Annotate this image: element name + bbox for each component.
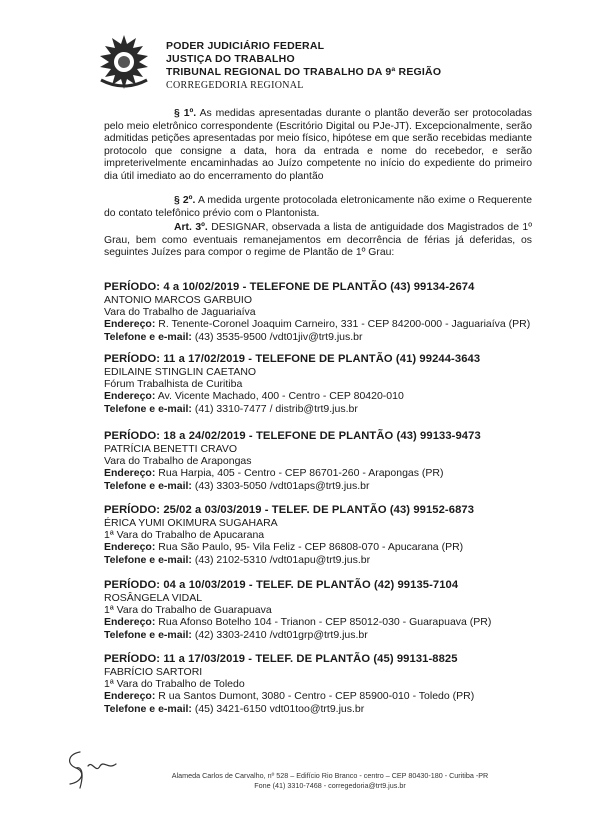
contact-value: (43) 3303-5050 /vdt01aps@trt9.jus.br [194,479,370,492]
duty-entry [104,578,534,641]
address-value: Rua Afonso Botelho 104 - Trianon - CEP 85012-030 - Guarapuava (PR) [158,616,492,629]
address-value: Av. Vicente Machado, 400 - Centro - CEP 80420-010 [157,390,404,403]
judge-name: ÉRICA YUMI OKIMURA SUGAHARA [104,517,278,529]
letterhead-line-2: JUSTIÇA DO TRABALHO [166,53,295,65]
contact-label: Telefone e e-mail: [104,330,192,343]
contact-value: (42) 3303-2410 /vdt01grp@trt9.jus.br [194,628,368,641]
contact-label: Telefone e e-mail: [104,479,192,492]
contact-value: (43) 3535-9500 /vdt01jiv@trt9.jus.br [194,330,363,343]
footer-line-1: Alameda Carlos de Carvalho, nº 528 – Edifício Rio Branco - centro – CEP 80430-180 - Curitiba -PR [171,771,489,780]
duty-period-title: PERÍODO: 4 a 10/02/2019 - TELEFONE DE PLANTÃO (43) 99134-2674 [104,281,475,293]
paragraph-2 [104,195,532,220]
contact-value: (43) 2102-5310 /vdt01apu@trt9.jus.br [194,553,371,566]
address-label: Endereço: [104,690,156,703]
judge-name: ROSÂNGELA VIDAL [104,592,203,604]
letterhead-line-1: PODER JUDICIÁRIO FEDERAL [166,40,325,52]
court-name: 1ª Vara do Trabalho de Apucarana [104,529,265,542]
court-name: 1ª Vara do Trabalho de Guarapuava [104,604,272,617]
article-3 [104,222,532,260]
address-value: R. Tenente-Coronel Joaquim Carneiro, 331 - CEP 84200-000 - Jaguariaíva (PR) [158,318,531,331]
letterhead-line-3: TRIBUNAL REGIONAL DO TRABALHO DA 9ª REGIÃO [166,66,442,78]
duty-entry [104,280,534,343]
contact-value: (45) 3421-6150 vdt01too@trt9.jus.br [194,702,365,715]
duty-entry [104,652,534,715]
duty-period-title: PERÍODO: 11 a 17/02/2019 - TELEFONE DE PLANTÃO (41) 99244-3643 [104,353,481,365]
court-name: Fórum Trabalhista de Curitiba [104,378,243,391]
footer-address [140,771,520,791]
duty-period-title: PERÍODO: 18 a 24/02/2019 - TELEFONE DE PLANTÃO (43) 99133-9473 [104,430,481,442]
court-name: Vara do Trabalho de Jaguariaíva [104,306,256,319]
article-3-text: DESIGNAR, observada a lista de antiguidade dos Magistrados de 1º Grau, bem como eventuais remanejamentos em decorrência de férias já deferidas, os seguintes Juízes para compor o regime de Plantão de 1º Grau: [104,222,532,259]
duty-period-title: PERÍODO: 11 a 17/03/2019 - TELEF. DE PLANTÃO (45) 99131-8825 [104,653,458,665]
address-label: Endereço: [104,467,156,480]
letterhead-line-4: CORREGEDORIA REGIONAL [166,80,304,91]
article-3-mark: Art. 3º. [174,222,208,233]
judge-name: PATRÍCIA BENETTI CRAVO [104,443,238,455]
contact-value: (41) 3310-7477 / distrib@trt9.jus.br [194,402,358,415]
address-label: Endereço: [104,390,156,403]
duty-entry [104,429,534,492]
address-value: R ua Santos Dumont, 3080 - Centro - CEP 85900-010 - Toledo (PR) [158,690,475,703]
duty-period-title: PERÍODO: 25/02 a 03/03/2019 - TELEF. DE PLANTÃO (43) 99152-6873 [104,504,475,516]
paragraph-2-mark: § 2º. [174,195,196,206]
paragraph-1-text: As medidas apresentadas durante o plantão deverão ser protocoladas pelo meio eletrônico correspondente (Escritório Digital ou PJe-JT). Excepcionalmente, serão admitidas petições apresentadas por meio físico, hipótese em que serão recebidas mediante protocolo que consigne a data, hora da entrada e nome do recebedor, e serão impreterivelmente encaminhadas ao Juízo competente no início do expediente do primeiro dia útil imediato ao do encerramento do plantão [104,108,532,182]
judge-name: FABRÍCIO SARTORI [104,666,203,678]
address-label: Endereço: [104,318,156,331]
address-label: Endereço: [104,616,156,629]
duty-period-title: PERÍODO: 04 a 10/03/2019 - TELEF. DE PLANTÃO (42) 99135-7104 [104,579,459,591]
footer-line-2: Fone (41) 3310-7468 - corregedoria@trt9.jus.br [254,781,406,790]
paragraph-1-mark: § 1º. [174,108,197,119]
contact-label: Telefone e e-mail: [104,628,192,641]
contact-label: Telefone e e-mail: [104,702,192,715]
letterhead [166,40,441,92]
judge-name: ANTONIO MARCOS GARBUIO [104,294,252,306]
contact-label: Telefone e e-mail: [104,553,192,566]
paragraph-1 [104,108,532,184]
judge-name: EDILAINE STINGLIN CAETANO [104,366,257,378]
paragraph-2-text: A medida urgente protocolada eletronicamente não exime o Requerente do contato telefônico prévio com o Plantonista. [104,195,532,219]
court-name: Vara do Trabalho de Arapongas [104,455,252,468]
address-value: Rua Harpia, 405 - Centro - CEP 86701-260 - Arapongas (PR) [158,467,444,480]
address-value: Rua São Paulo, 95- Vila Feliz - CEP 86808-070 - Apucarana (PR) [158,541,464,554]
contact-label: Telefone e e-mail: [104,402,192,415]
handwritten-signature [60,744,122,794]
court-name: 1ª Vara do Trabalho de Toledo [104,678,245,691]
duty-entry [104,503,534,566]
address-label: Endereço: [104,541,156,554]
coat-of-arms-seal [95,34,153,90]
duty-entry [104,352,534,415]
